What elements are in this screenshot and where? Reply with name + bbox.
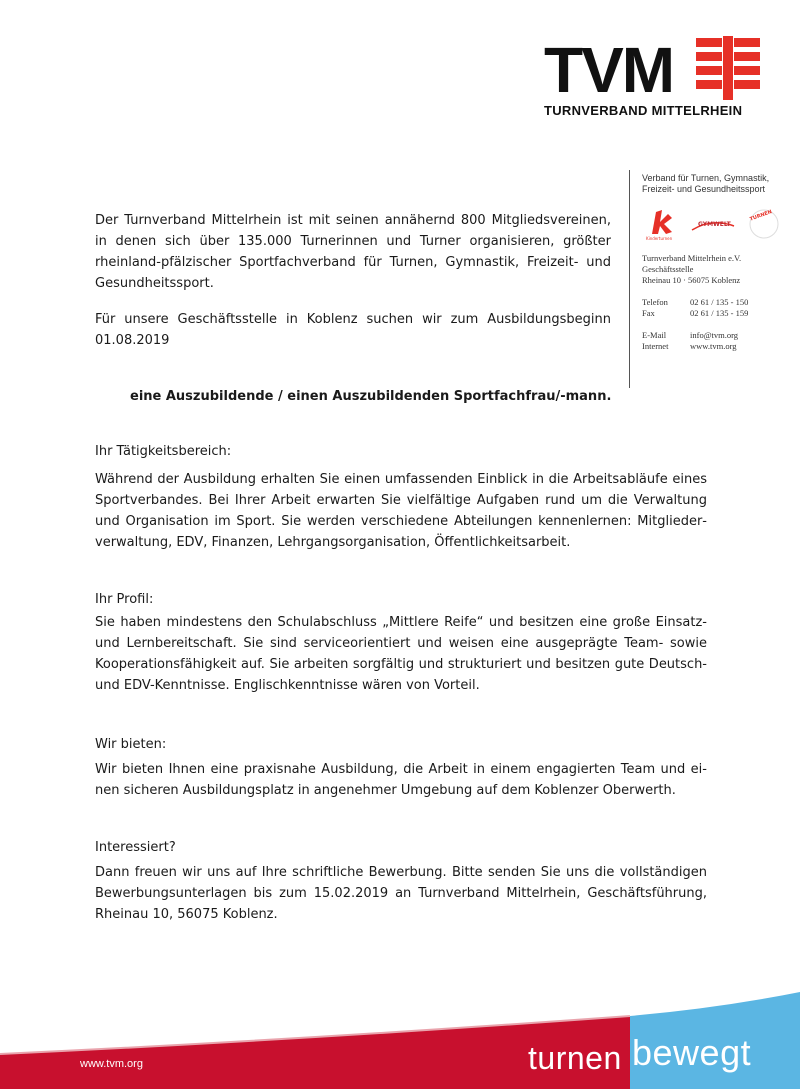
email-link[interactable]: info@tvm.org (690, 330, 739, 340)
sidebar-address: Turnverband Mittelrhein e.V. Geschäftsstelle Rheinau 10 · 56075 Koblenz (642, 253, 742, 285)
turner-cross-icon (692, 36, 764, 100)
logo-wordmark: TVM (544, 34, 674, 106)
offer-heading: Wir bieten: (95, 737, 167, 752)
intro-paragraph: Der Turnverband Mittelrhein ist mit seinen annähernd 800 Mitgliedsvereinen, in denen sich über 135.000 Turnerinnen und Turner organisieren, größter rheinland-pfälzischer Sportfachverband für Turnen, Gymnastik, Freizeit- und Gesundheitssport. (95, 213, 611, 291)
interest-paragraph: Dann freuen wir uns auf Ihre schriftliche Bewerbung. Bitte senden Sie uns die vollständigen Bewerbungsunterlagen bis zum 15.02.2019 an Turnverband Mittelrhein, Geschäftsführung, Rheinau 10, 56075 Koblenz. (95, 865, 707, 922)
gymwelt-logo-icon (692, 221, 734, 230)
tasks-heading: Ihr Tätigkeitsbereich: (95, 444, 232, 459)
sidebar-email-web: E-Mail info@tvm.org Internet www.tvm.org (642, 330, 739, 351)
slogan-turnen: turnen (528, 1040, 622, 1076)
position-title: eine Auszubildende / einen Auszubildenden Sportfachfrau/-mann. (130, 389, 612, 404)
kinderturnen-logo-icon (646, 210, 673, 241)
tasks-paragraph: Während der Ausbildung erhalten Sie einen umfassenden Einblick in die Arbeitsabläufe eines Sportverbandes. Bei Ihrer Arbeit erwarten Sie vielfältige Aufgaben rund um die Verwaltung und Organisation im Sport. Sie werden verschiedene Abteilungen kennenlernen: Mitgliederverwaltung, EDV, Finanzen, Lehrgangsorganisation, Öffentlichkeitsarbeit. (95, 472, 707, 550)
organization-sidebar (629, 170, 790, 388)
footer-website-link[interactable]: www.tvm.org (80, 1058, 143, 1070)
partner-logos (642, 204, 792, 244)
website-link[interactable]: www.tvm.org (690, 341, 737, 351)
turnen-logo-icon (749, 209, 778, 238)
svg-text:TURNEN: TURNEN (749, 209, 773, 223)
sidebar-tagline: Verband für Turnen, Gymnastik, Freizeit- und Gesundheitssport (642, 173, 770, 194)
profile-paragraph: Sie haben mindestens den Schulabschluss „Mittlere Reife“ und besitzen eine große Einsatz- und Lernbereitschaft. Sie sind serviceorientiert und weisen eine ausgeprägte Team- sowie Kooperationsfähigkeit auf. Sie arbeiten sorgfältig und strukturiert und besitzen gute Deutsch- und EDV-Kenntnisse. Englischkenntnisse wären von Vorteil. (95, 615, 707, 693)
search-paragraph: Für unsere Geschäftsstelle in Koblenz suchen wir zum Ausbildungsbeginn 01.08.2019 (95, 312, 611, 348)
sidebar-phone-fax: Telefon 02 61 / 135 - 150 Fax 02 61 / 135 - 159 (642, 297, 749, 318)
logo-subtitle: TURNVERBAND MITTELRHEIN (544, 103, 743, 118)
offer-paragraph: Wir bieten Ihnen eine praxisnahe Ausbildung, die Arbeit in einem engagierten Team und einen sicheren Ausbildungsplatz in angenehmer Umgebung auf dem Koblenzer Oberwerth. (95, 762, 707, 798)
tvm-logo (540, 36, 770, 122)
svg-text:GYMWELT: GYMWELT (698, 221, 731, 228)
slogan-bewegt: bewegt (632, 1032, 752, 1073)
svg-text:Kinderturnen: Kinderturnen (646, 236, 673, 241)
interest-heading: Interessiert? (95, 840, 176, 855)
profile-heading: Ihr Profil: (95, 592, 154, 607)
